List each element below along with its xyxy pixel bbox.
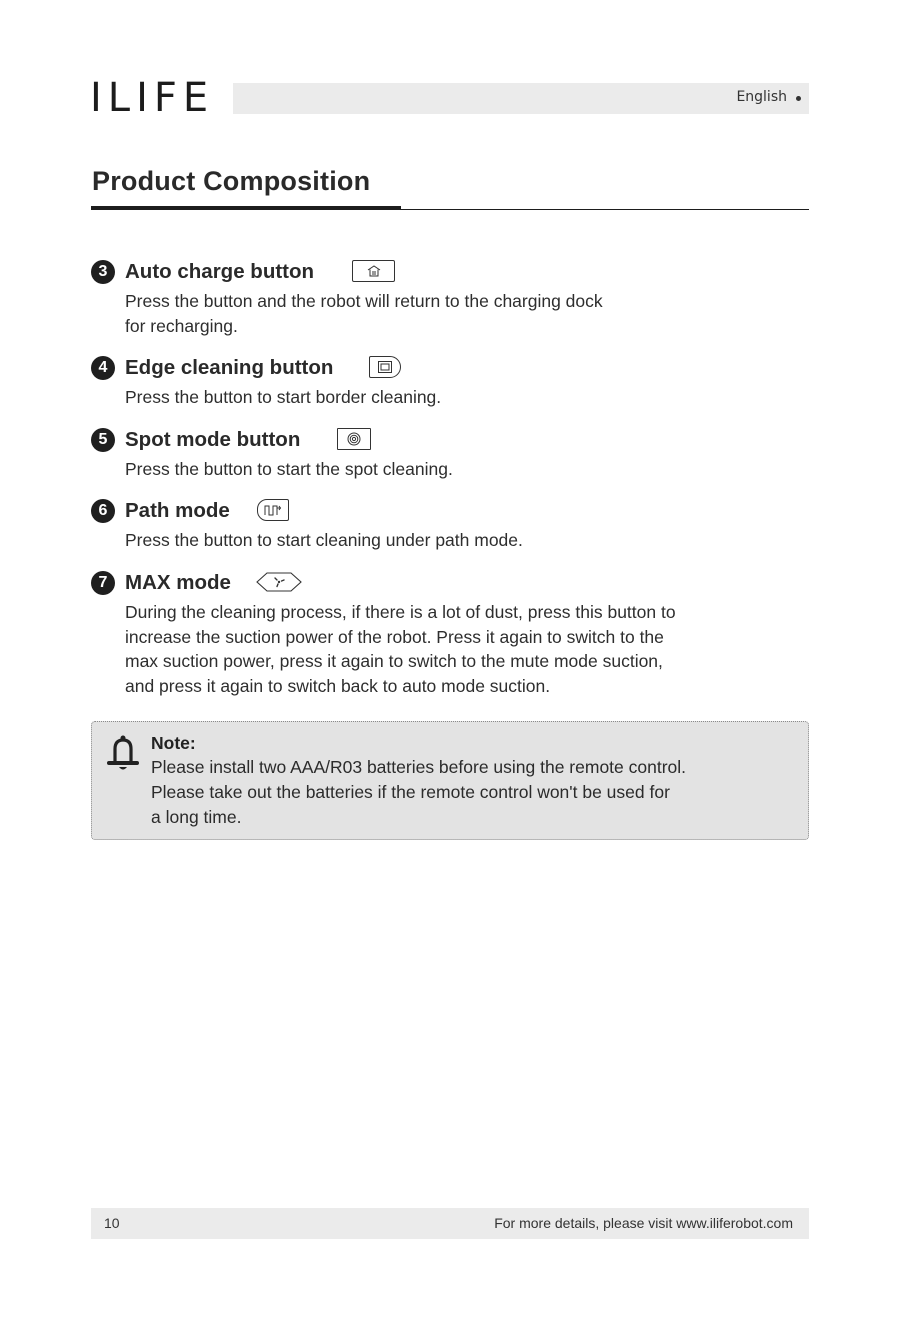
home-button-icon <box>352 260 395 282</box>
item-desc-line: During the cleaning process, if there is a lot of dust, press this button to <box>125 602 676 622</box>
language-bar <box>233 83 809 114</box>
fan-button-icon <box>255 571 303 597</box>
note-title: Note: <box>151 733 196 753</box>
item-spot-mode <box>91 426 811 482</box>
page-number: 10 <box>104 1215 120 1231</box>
item-number: 7 <box>91 571 115 595</box>
edge-button-icon <box>369 356 401 378</box>
item-title: Edge cleaning button <box>125 356 334 379</box>
item-title: Auto charge button <box>125 260 315 283</box>
item-edge-cleaning <box>91 354 811 410</box>
note-box <box>91 721 809 840</box>
note-line: Please take out the batteries if the remote control won't be used for <box>151 782 670 802</box>
language-label: English <box>736 89 787 105</box>
note-line: a long time. <box>151 807 242 827</box>
item-desc-line: for recharging. <box>125 315 238 336</box>
item-number: 5 <box>91 428 115 452</box>
item-number: 6 <box>91 499 115 523</box>
path-button-icon <box>257 499 289 521</box>
brand-logo: ILIFE <box>90 75 215 121</box>
item-max-mode <box>91 569 811 698</box>
item-title: MAX mode <box>125 571 231 594</box>
item-desc-line: and press it again to switch back to auto mode suction. <box>125 675 551 696</box>
footer-bar <box>91 1208 809 1239</box>
item-title: Spot mode button <box>125 428 301 451</box>
item-desc-line: Press the button and the robot will return to the charging dock <box>125 291 603 311</box>
item-title: Path mode <box>125 499 230 522</box>
item-desc-line: Press the button to start the spot cleaning. <box>125 459 453 479</box>
item-desc-line: Press the button to start cleaning under path mode. <box>125 530 523 550</box>
language-bullet <box>796 96 801 101</box>
footer-text: For more details, please visit www.iliferobot.com <box>494 1215 793 1231</box>
title-underline <box>91 206 401 210</box>
item-path-mode <box>91 497 811 553</box>
item-number: 3 <box>91 260 115 284</box>
item-number: 4 <box>91 356 115 380</box>
bell-icon <box>106 734 140 778</box>
spiral-button-icon <box>337 428 371 450</box>
item-auto-charge <box>91 258 811 338</box>
item-desc-line: Press the button to start border cleaning. <box>125 387 442 407</box>
section-title: Product Composition <box>92 166 371 196</box>
item-desc-line: increase the suction power of the robot. Press it again to switch to the <box>125 626 664 647</box>
item-desc-line: max suction power, press it again to switch to the mute mode suction, <box>125 651 663 671</box>
note-line: Please install two AAA/R03 batteries before using the remote control. <box>151 757 687 777</box>
